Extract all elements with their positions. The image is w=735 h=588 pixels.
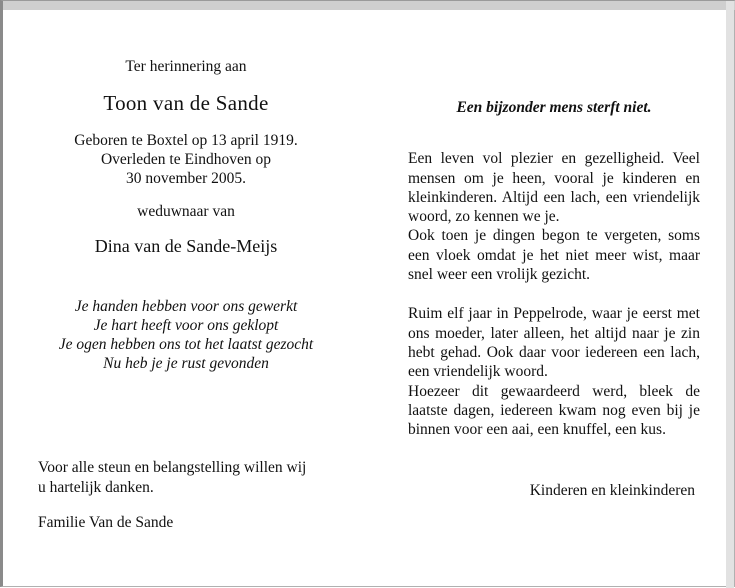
paragraph: Ruim elf jaar in Peppelrode, waar je eerst met ons moeder, later alleen, het altijd naar je zin hebt gehad. Ook daar voor iedereen een lach, een vriendelijk woord. (408, 305, 700, 381)
deceased-name: Toon van de Sande (103, 91, 269, 115)
paragraph: Een leven vol plezier en gezelligheid. Veel mensen om je heen, vooral je kinderen en kleinkinderen. Altijd een lach, een vriendelijk woord, zo kennen we je. (408, 150, 700, 226)
spouse-name: Dina van de Sande-Meijs (94, 236, 278, 256)
family-signature: Familie Van de Sande (38, 514, 174, 531)
paragraph: Hoezeer dit gewaardeerd werd, bleek de laatste dagen, iedereen kwam nog even bij je binnen voor een aai, een knuffel, een kus. (408, 382, 700, 439)
paragraph: Ook toen je dingen begon te vergeten, soms een vloek omdat je het niet meer wist, maar snel weer een vrolijk gezicht. (408, 227, 700, 284)
death-line: Overleden te Eindhoven op (100, 151, 271, 168)
right-column (408, 98, 700, 439)
poem (31, 297, 341, 373)
death-date-line: 30 november 2005. (125, 170, 247, 187)
thanks-text (38, 458, 348, 498)
birth-line: Geboren te Boxtel op 13 april 1919. (74, 132, 298, 149)
scan-edge-top (3, 1, 735, 10)
widower-label: weduwnaar van (137, 203, 235, 220)
thanks-line: u hartelijk danken. (38, 479, 154, 496)
poem-line: Nu heb je je rust gevonden (103, 355, 269, 372)
birth-death-info (31, 131, 341, 188)
children-signature: Kinderen en kleinkinderen (529, 482, 695, 499)
poem-line: Je hart heeft voor ons geklopt (93, 317, 279, 334)
intro-text: Ter herinnering aan (125, 58, 247, 75)
poem-line: Je handen hebben voor ons gewerkt (74, 298, 298, 315)
motto: Een bijzonder mens sterft niet. (456, 99, 652, 116)
thanks-line: Voor alle steun en belangstelling willen wij (38, 459, 307, 476)
poem-line: Je ogen hebben ons tot het laatst gezocht (58, 336, 314, 353)
scan-edge-right (726, 1, 734, 588)
left-column (31, 57, 341, 373)
